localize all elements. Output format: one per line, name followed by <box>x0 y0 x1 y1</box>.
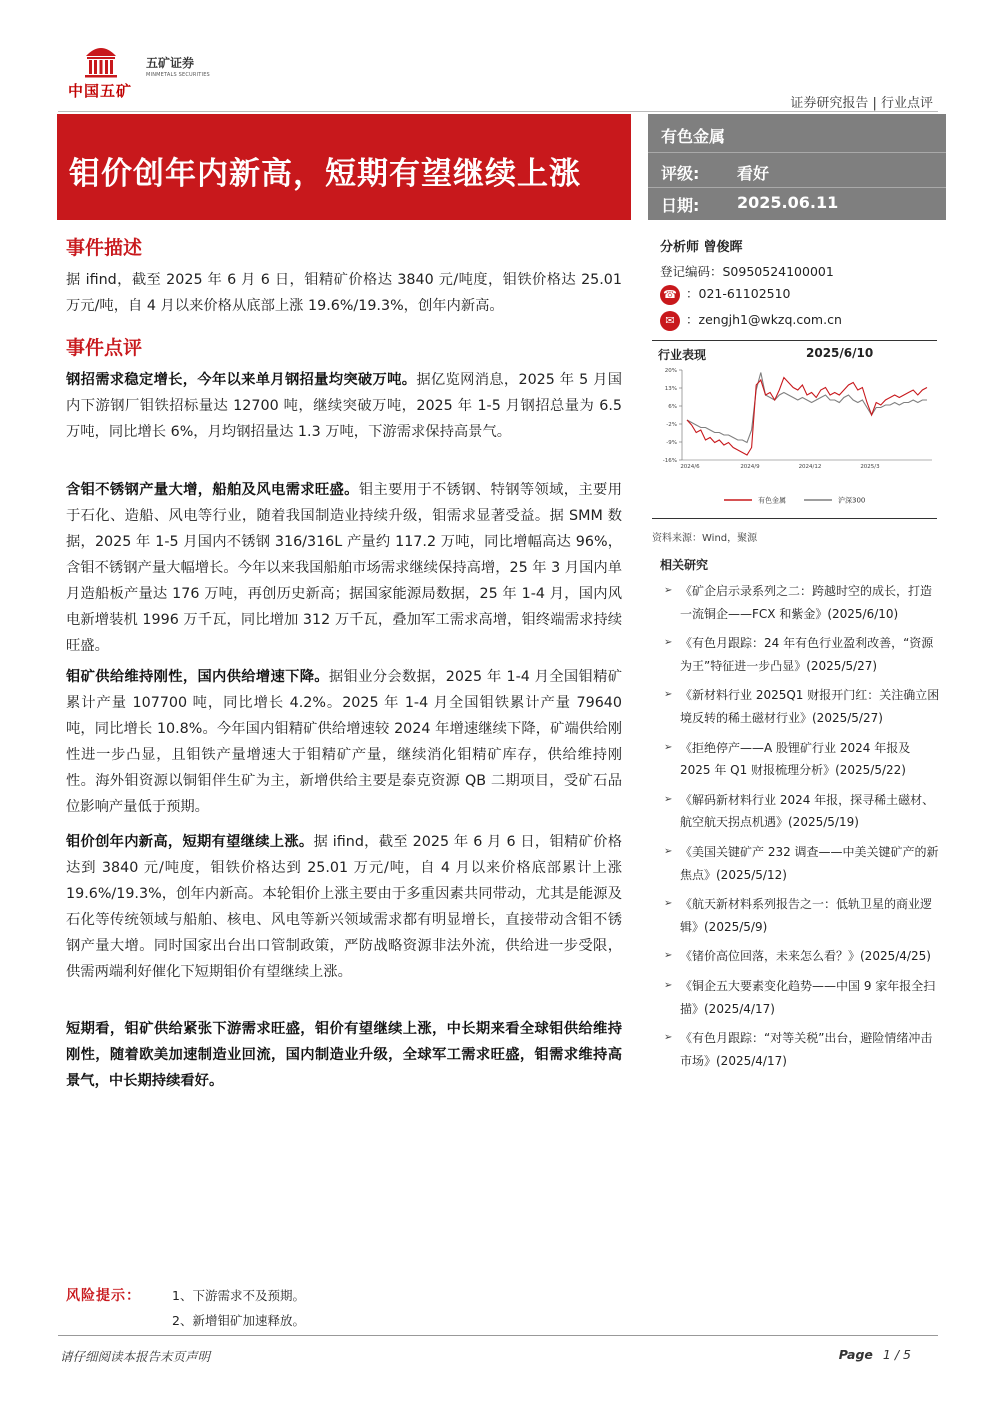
arrow-bullet-icon: ➢ <box>664 793 673 805</box>
chart-date: 2025/6/10 <box>806 346 874 360</box>
review-paragraph <box>66 477 622 659</box>
arrow-bullet-icon: ➢ <box>664 637 673 649</box>
related-research-title: 相关研究 <box>660 558 709 572</box>
arrow-bullet-icon: ➢ <box>664 898 673 910</box>
section-event-review-title: 事件点评 <box>66 337 143 359</box>
building-logo-icon <box>84 42 118 78</box>
date-row <box>661 193 839 216</box>
x-tick-label: 2025/3 <box>860 464 880 470</box>
related-research-item[interactable] <box>664 841 940 886</box>
conclusion-paragraph <box>66 1016 622 1094</box>
industry-name: 有色金属 <box>661 127 726 146</box>
arrow-bullet-icon: ➢ <box>664 741 673 753</box>
x-tick-label: 2024/9 <box>740 464 760 470</box>
paragraph-lead: 钼价创年内新高，短期有望继续上涨。 <box>66 834 314 850</box>
related-research-text: 《铜企五大要素变化趋势——中国 9 家年报全扫描》(2025/4/17) <box>680 978 936 1016</box>
brand-name-en: MINMETALS SECURITIES <box>146 72 210 78</box>
event-desc-text: 据 ifind，截至 2025 年 6 月 6 日，钼精矿价格达 3840 元/吨度，钼铁价格达 25.01 万元/吨，自 4 月以来价格从底部上涨 19.6%/19.3%，创年内新高。 <box>66 272 622 314</box>
arrow-bullet-icon: ➢ <box>664 1032 673 1044</box>
related-research-list <box>664 580 940 1079</box>
related-research-text: 《锗价高位回落，未来怎么看？》(2025/4/25) <box>680 949 931 964</box>
analyst-email <box>660 310 842 331</box>
paragraph-body: 据钼业分会数据，2025 年 1-4 月全国钼精矿累计产量 107700 吨，同比增长 4.2%。2025 年 1-4 月全国钼铁累计产量 79640 吨，同比增长 10.8%。今年国内钼精矿供给增速较 2024 年增速继续下降，矿端供给刚性进一步凸显，且钼铁产量增速大于钼精矿产量，继续消化钼精矿库存，供给维持刚性。海外钼资源以铜钼伴生矿为主，新增供给主要是泰克资源 QB 二期项目，受矿石品位影响产量低于预期。 <box>66 669 623 815</box>
related-research-text: 《美国关键矿产 232 调查——中美关键矿产的新焦点》(2025/5/12) <box>680 844 939 882</box>
report-type: 证券研究报告 | 行业点评 <box>790 96 933 111</box>
related-research-item[interactable] <box>664 975 940 1020</box>
date-value: 2025.06.11 <box>737 193 839 212</box>
chart-bottom-rule <box>652 518 937 519</box>
review-paragraph <box>66 664 622 820</box>
analyst-name: 分析师 曾俊晖 <box>660 240 743 255</box>
related-research-text: 《新材料行业 2025Q1 财报开门红：关注确立困境反转的稀土磁材行业》(2025/5/27) <box>680 688 940 725</box>
x-tick-label: 2024/6 <box>680 464 700 470</box>
paragraph-body: 钼主要用于不锈钢、特钢等领域，主要用于石化、造船、风电等行业，随着我国制造业持续升级，钼需求显著受益。据 SMM 数据，2025 年 1-5 月国内不锈钢 316/316L 产量约 117.2 万吨，同比增幅高达 96%，含钼不锈钢产量大幅增长。今年以来我国船舶市场需求继续保持高增，25 年 3 月国内单月造船板产量达 176 万吨，再创历史新高；据国家能源局数据，25 年 1-4 月，国内风电新增装机 1996 万千瓦，同比增加 312 万千瓦，叠加军工需求高增，钼终端需求持续旺盛。 <box>66 482 622 654</box>
risk-item: 2、新增钼矿加速释放。 <box>172 1313 305 1328</box>
related-research-item[interactable] <box>664 632 940 677</box>
arrow-bullet-icon: ➢ <box>664 979 673 991</box>
section-event-desc-title: 事件描述 <box>66 237 143 259</box>
rating-box <box>648 114 946 220</box>
industry-performance-chart <box>652 362 938 512</box>
related-research-item[interactable] <box>664 1027 940 1072</box>
phone-icon: ☎ <box>660 285 680 305</box>
rating-label: 评级: <box>661 164 700 183</box>
page-count: 1 / 5 <box>882 1347 911 1362</box>
paragraph-body: 据亿览网消息，2025 年 5 月国内下游钢厂钼铁招标量达 12700 吨，继续突破万吨，2025 年 1-5 月钢招总量为 6.5 万吨，同比增长 6%，月均钢招量达 1.3 万吨，下游需求保持高景气。 <box>66 372 622 440</box>
related-research-text: 《有色月跟踪：24 年有色行业盈利改善，“资源为王”特征进一步凸显》(2025/5/27) <box>680 636 934 673</box>
review-paragraph <box>66 367 622 445</box>
header-divider <box>58 111 938 112</box>
y-tick-label: 13% <box>664 386 677 392</box>
chart-title: 行业表现 <box>658 348 707 362</box>
risk-item: 1、下游需求不及预期。 <box>172 1288 305 1303</box>
related-research-text: 《拒绝停产——A 股锂矿行业 2024 年报及 2025 年 Q1 财报梳理分析》(2025/5/22) <box>680 740 911 778</box>
page-number <box>839 1347 911 1362</box>
related-research-text: 《航天新材料系列报告之一：低轨卫星的商业逻辑》(2025/5/9) <box>680 897 933 934</box>
arrow-bullet-icon: ➢ <box>664 585 673 596</box>
rating-value: 看好 <box>737 164 770 183</box>
related-research-text: 《矿企启示录系列之二：跨越时空的成长，打造一流铜企——FCX 和紫金》(2025/6/10) <box>680 584 933 621</box>
y-tick-label: 6% <box>668 404 677 410</box>
arrow-bullet-icon: ➢ <box>664 950 673 962</box>
phone-separator: ： <box>686 286 699 301</box>
paragraph-body: 据 ifind，截至 2025 年 6 月 6 日，钼精矿价格达到 3840 元/吨度，钼铁价格达到 25.01 万元/吨，自 4 月以来价格底部累计上涨 19.6%/19.3%，创年内新高。本轮钼价上涨主要由于多重因素共同带动，尤其是能源及石化等传统领域与船舶、核电、风电等新兴领域需求都有明显增长，直接带动含钼不锈钢产量大增。同时国家出台出口管制政策，严防战略资源非法外流，供给进一步受限，供需两端利好催化下短期钼价有望继续上涨。 <box>66 834 622 980</box>
brand-name: 五矿证券 <box>146 56 195 70</box>
related-research-item[interactable] <box>664 737 940 782</box>
legend-label: 有色金属 <box>758 496 786 505</box>
series-line <box>687 378 927 456</box>
phone-number: 021-61102510 <box>698 286 791 301</box>
y-tick-label: -2% <box>666 422 677 428</box>
logo-text-cn: 中国五矿 <box>68 82 133 100</box>
analyst-phone <box>660 284 791 305</box>
x-tick-label: 2024/12 <box>798 464 822 470</box>
related-research-text: 《解码新材料行业 2024 年报，探寻稀土磁材、航空航天拐点机遇》(2025/5/19) <box>680 792 935 830</box>
related-research-item[interactable] <box>664 945 940 968</box>
analyst-reg-code: 登记编码：S0950524100001 <box>660 264 834 279</box>
email-icon: ✉ <box>660 311 680 331</box>
page-label: Page <box>838 1347 873 1362</box>
report-title: 钼价创年内新高，短期有望继续上涨 <box>69 156 581 192</box>
email-separator: ： <box>686 312 699 327</box>
y-tick-label: -16% <box>662 458 677 464</box>
legend-label: 沪深300 <box>838 496 866 505</box>
paragraph-lead: 钢招需求稳定增长，今年以来单月钢招量均突破万吨。 <box>66 372 417 388</box>
email-address[interactable]: zengjh1@wkzq.com.cn <box>698 312 842 327</box>
company-logo <box>62 40 222 100</box>
risk-label: 风险提示： <box>66 1288 141 1304</box>
arrow-bullet-icon: ➢ <box>664 845 673 857</box>
paragraph-lead: 钼矿供给维持刚性，国内供给增速下降。 <box>66 669 329 685</box>
related-research-item[interactable] <box>664 580 940 625</box>
series-line <box>687 373 927 443</box>
rating-divider <box>648 152 946 153</box>
y-tick-label: -9% <box>666 440 677 446</box>
chart-top-rule <box>652 340 937 341</box>
footer-disclaimer: 请仔细阅读本报告末页声明 <box>60 1349 211 1364</box>
paragraph-lead: 含钼不锈钢产量大增，船舶及风电需求旺盛。 <box>66 482 359 498</box>
related-research-item[interactable] <box>664 893 940 938</box>
chart-source: 资料来源：Wind，聚源 <box>652 533 758 544</box>
rating-row <box>661 161 770 184</box>
review-paragraph <box>66 829 622 985</box>
related-research-item[interactable] <box>664 789 940 834</box>
arrow-bullet-icon: ➢ <box>664 689 673 701</box>
title-banner <box>57 114 631 220</box>
footer-divider <box>58 1335 938 1336</box>
date-label: 日期: <box>661 196 700 215</box>
related-research-text: 《有色月跟踪：“对等关税”出台，避险情绪冲击市场》(2025/4/17) <box>680 1031 933 1068</box>
y-tick-label: 20% <box>664 368 677 374</box>
paragraph-lead: 短期看，钼矿供给紧张下游需求旺盛，钼价有望继续上涨，中长期来看全球钼供给维持刚性，随着欧美加速制造业回流，国内制造业升级，全球军工需求旺盛，钼需求维持高景气，中长期持续看好。 <box>66 1021 622 1089</box>
related-research-item[interactable] <box>664 684 940 729</box>
date-divider <box>648 187 946 188</box>
